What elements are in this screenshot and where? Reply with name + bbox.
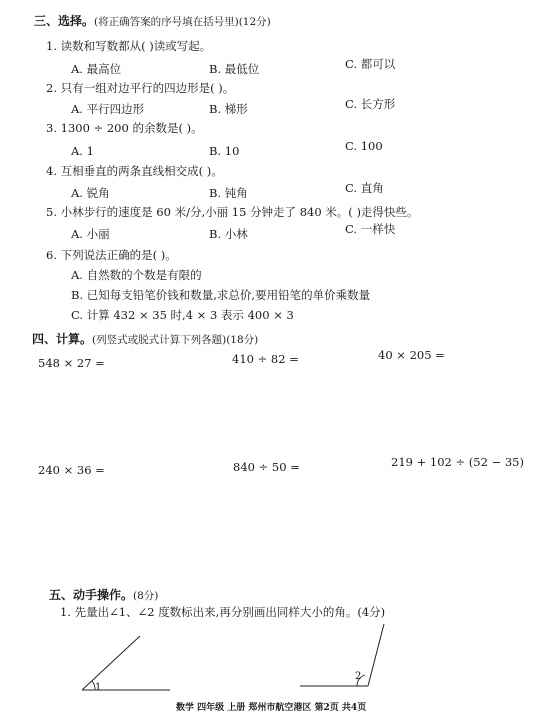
q3-stem: 3. 1300 ÷ 200 的余数是( )。 <box>46 121 203 135</box>
section3-heading: 三、选择。 <box>34 14 95 28</box>
q3-option-a: A. 1 <box>71 144 94 158</box>
calc-problem-4: 240 × 36 = <box>38 463 105 477</box>
q2-option-c: C. 长方形 <box>345 97 396 111</box>
angle-2-figure <box>300 624 384 686</box>
calc-problem-3: 40 × 205 = <box>378 348 445 362</box>
q5-option-a: A. 小丽 <box>71 227 110 241</box>
q3-option-b: B. 10 <box>209 144 240 158</box>
q6-option-c: C. 计算 432 × 35 时,4 × 3 表示 400 × 3 <box>71 308 294 322</box>
q5-option-c: C. 一样快 <box>345 222 396 236</box>
section4-heading: 四、计算。 <box>32 332 93 346</box>
q1-option-b: B. 最低位 <box>209 62 260 76</box>
q4-option-b: B. 钝角 <box>209 186 248 200</box>
calc-problem-6: 219 + 102 ÷ (52 − 35) <box>391 455 524 469</box>
q4-stem: 4. 互相垂直的两条直线相交成( )。 <box>46 164 223 178</box>
q3-option-c: C. 100 <box>345 139 383 153</box>
section5-heading: 五、动手操作。 <box>49 588 134 602</box>
section4-note: (列竖式或脱式计算下列各题)(18分) <box>92 334 259 346</box>
calc-problem-2: 410 ÷ 82 = <box>232 352 299 366</box>
section5-q1: 1. 先量出∠1、∠2 度数标出来,再分别画出同样大小的角。(4分) <box>60 605 386 619</box>
q4-option-a: A. 锐角 <box>71 186 110 200</box>
angle-1-slant-ray <box>82 636 140 690</box>
q6-option-b: B. 已知每支铅笔价钱和数量,求总价,要用铅笔的单价乘数量 <box>71 288 371 302</box>
angle-2-label: 2 <box>355 671 362 682</box>
q2-option-a: A. 平行四边形 <box>71 102 145 116</box>
page-footer: 数学 四年级 上册 郑州市航空港区 第2页 共4页 <box>176 703 367 713</box>
section5-note: (8分) <box>133 590 159 602</box>
q1-option-a: A. 最高位 <box>71 62 122 76</box>
q4-option-c: C. 直角 <box>345 181 384 195</box>
angle-2-slant-ray <box>368 624 384 686</box>
calc-problem-1: 548 × 27 = <box>38 356 105 370</box>
q1-stem: 1. 读数和写数都从( )读或写起。 <box>46 39 212 53</box>
q2-option-b: B. 梯形 <box>209 102 248 116</box>
section3-note: (将正确答案的序号填在括号里)(12分) <box>94 16 271 28</box>
q6-stem: 6. 下列说法正确的是( )。 <box>46 248 177 262</box>
q1-option-c: C. 都可以 <box>345 57 396 71</box>
q6-option-a: A. 自然数的个数是有限的 <box>71 268 202 282</box>
calc-problem-5: 840 ÷ 50 = <box>233 460 300 474</box>
angle-1-label: 1 <box>95 682 102 693</box>
q5-option-b: B. 小林 <box>209 227 248 241</box>
q2-stem: 2. 只有一组对边平行的四边形是( )。 <box>46 81 235 95</box>
q5-stem: 5. 小林步行的速度是 60 米/分,小丽 15 分钟走了 840 米。( )走得快些。 <box>46 205 419 219</box>
